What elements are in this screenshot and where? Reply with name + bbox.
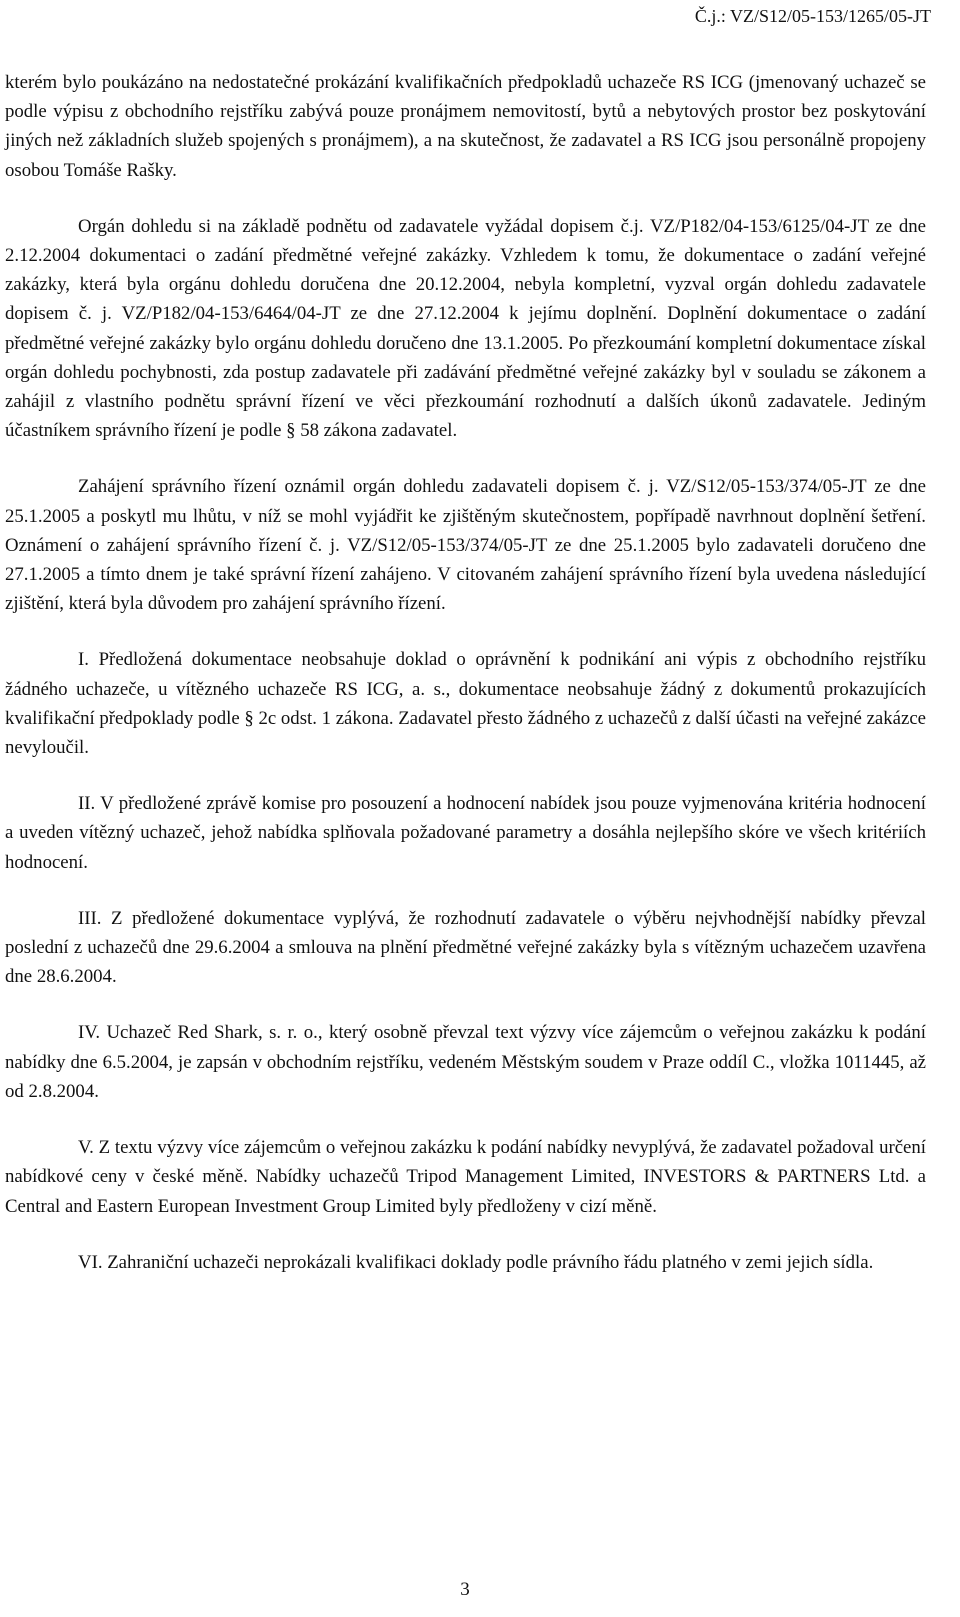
page-number: 3	[460, 1579, 470, 1600]
paragraph-finding-3: III. Z předložené dokumentace vyplývá, že rozhodnutí zadavatele o výběru nejvhodnější nabídky převzal poslední z uchazečů dne 29.6.2004 a smlouva na plnění předmětné veřejné zakázky byla s vítězným uchazečem uzavřena dne 28.6.2004.	[5, 907, 926, 988]
document-body	[5, 68, 926, 1304]
paragraph-finding-2: II. V předložené zprávě komise pro posouzení a hodnocení nabídek jsou pouze vyjmenována kritéria hodnocení a uveden vítězný uchazeč, jehož nabídka splňovala požadované parametry a dosáhla nejlepšího skóre ve všech kritériích hodnocení.	[5, 793, 926, 873]
paragraph-proceedings-start: Zahájení správního řízení oznámil orgán dohledu zadavateli dopisem č. j. VZ/S12/05-153/374/05-JT ze dne 25.1.2005 a poskytl mu lhůtu, v níž se mohl vyjádřit ke zjištěným skutečnostem, popřípadě navrhnout doplnění šetření. Oznámení o zahájení správního řízení č. j. VZ/S12/05-153/374/05-JT ze dne 25.1.2005 bylo zadavateli doručeno dne 27.1.2005 a tímto dnem je také správní řízení zahájeno. V citovaném zahájení správního řízení byla uvedena následující zjištění, která byla důvodem pro zahájení správního řízení.	[5, 476, 926, 615]
paragraph-continuation: kterém bylo poukázáno na nedostatečné prokázání kvalifikačních předpokladů uchazeče RS ICG (jmenovaný uchazeč se podle výpisu z obchodního rejstříku zabývá pouze pronájmem nemovitostí, bytů a nebytových prostor bez poskytování jiných než základních služeb spojených s pronájmem), a na skutečnost, že zadavatel a RS ICG jsou personálně propojeny osobou Tomáše Rašky.	[5, 72, 926, 181]
paragraph-finding-4: IV. Uchazeč Red Shark, s. r. o., který osobně převzal text výzvy více zájemcům o veřejnou zakázku k podání nabídky dne 6.5.2004, je zapsán v obchodním rejstříku, vedeném Městským soudem v Praze oddíl C., vložka 1011445, až od 2.8.2004.	[5, 1022, 926, 1102]
document-reference-number: Č.j.: VZ/S12/05-153/1265/05-JT	[694, 6, 931, 26]
paragraph-finding-5: V. Z textu výzvy více zájemcům o veřejnou zakázku k podání nabídky nevyplývá, že zadavatel požadoval určení nabídkové ceny v české měně. Nabídky uchazečů Tripod Management Limited, INVESTORS & PARTNERS Ltd. a Central and Eastern European Investment Group Limited byly předloženy v cizí měně.	[5, 1137, 926, 1217]
paragraph-finding-1: I. Předložená dokumentace neobsahuje doklad o oprávnění k podnikání ani výpis z obchodního rejstříku žádného uchazeče, u vítězného uchazeče RS ICG, a. s., dokumentace neobsahuje žádný z dokumentů prokazujících kvalifikační předpoklady podle § 2c odst. 1 zákona. Zadavatel přesto žádného z uchazečů z další účasti na veřejné zakázce nevyloučil.	[5, 649, 926, 759]
paragraph-finding-6: VI. Zahraniční uchazeči neprokázali kvalifikaci doklady podle právního řádu platného v zemi jejich sídla.	[78, 1251, 874, 1273]
paragraph-document-request: Orgán dohledu si na základě podnětu od zadavatele vyžádal dopisem č.j. VZ/P182/04-153/6125/04-JT ze dne 2.12.2004 dokumentaci o zadání předmětné veřejné zakázky. Vzhledem k tomu, že dokumentace o zadání veřejné zakázky, která byla orgánu dohledu doručena dne 20.12.2004, nebyla kompletní, vyzval orgán dohledu zadavatele dopisem č. j. VZ/P182/04-153/6464/04-JT ze dne 27.12.2004 k jejímu doplnění. Doplnění dokumentace o zadání předmětné veřejné zakázky bylo orgánu dohledu doručeno dne 13.1.2005. Po přezkoumání kompletní dokumentace získal orgán dohledu pochybnosti, zda postup zadavatele při zadávání předmětné veřejné zakázky byl v souladu se zákonem a zahájil z vlastního podnětu správní řízení ve věci přezkoumání rozhodnutí a dalších úkonů zadavatele. Jediným účastníkem správního řízení je podle § 58 zákona zadavatel.	[5, 215, 926, 442]
